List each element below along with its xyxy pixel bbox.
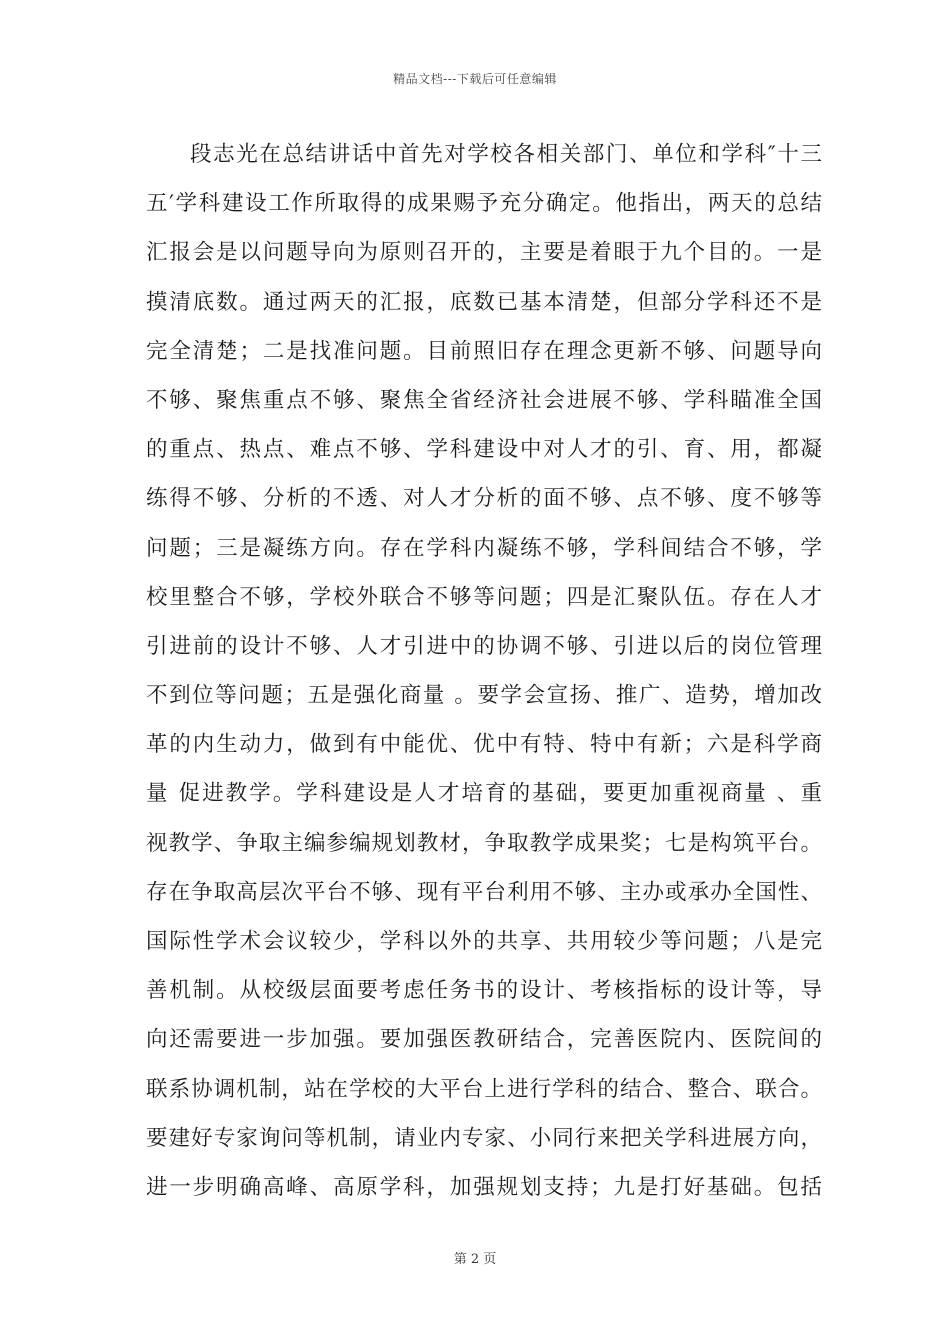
body-line: 完全清楚；二是找准问题。目前照旧存在理念更新不够、问题导向 xyxy=(146,338,822,364)
body-line: 联系协调机制，站在学校的大平台上进行学科的结合、整合、联合。 xyxy=(146,1076,822,1102)
body-line: 要建好专家询问等机制，请业内专家、小同行来把关学科进展方向， xyxy=(146,1125,822,1151)
body-line: 国际性学术会议较少，学科以外的共享、共用较少等问题；八是完 xyxy=(146,929,822,954)
document-body xyxy=(146,130,822,1212)
body-line: 善机制。从校级层面要考虑任务书的设计、考核指标的设计等，导 xyxy=(146,978,822,1004)
body-line: 革的内生动力，做到有中能优、优中有特、特中有新；六是科学商 xyxy=(146,732,822,758)
body-line: 的重点、热点、难点不够、学科建设中对人才的引、育、用，都凝 xyxy=(146,437,822,463)
page-header: 精品文档---下载后可任意编辑 xyxy=(393,72,557,86)
body-line: 问题；三是凝练方向。存在学科内凝练不够，学科间结合不够，学 xyxy=(146,535,822,561)
body-line: 进一步明确高峰、高原学科，加强规划支持；九是打好基础。包括 xyxy=(146,1174,822,1200)
body-line: 向还需要进一步加强。要加强医教研结合，完善医院内、医院间的 xyxy=(146,1027,822,1053)
body-line: 段志光在总结讲话中首先对学校各相关部门、单位和学科″十三 xyxy=(190,142,822,167)
body-line: 视教学、争取主编参编规划教材，争取教学成果奖；七是构筑平台。 xyxy=(146,830,822,856)
body-line: 汇报会是以问题导向为原则召开的，主要是着眼于九个目的。一是 xyxy=(146,240,822,266)
body-line: 五′学科建设工作所取得的成果赐予充分确定。他指出，两天的总结 xyxy=(146,191,822,217)
page-number: 第 2 页 xyxy=(453,1252,497,1267)
body-line: 摸清底数。通过两天的汇报，底数已基本清楚，但部分学科还不是 xyxy=(146,289,822,315)
body-line: 量 促进教学。学科建设是人才培育的基础，要更加重视商量 、重 xyxy=(146,781,822,807)
body-line: 不够、聚焦重点不够、聚焦全省经济社会进展不够、学科瞄准全国 xyxy=(146,387,822,413)
body-line: 校里整合不够，学校外联合不够等问题；四是汇聚队伍。存在人才 xyxy=(146,584,822,610)
body-line: 存在争取高层次平台不够、现有平台利用不够、主办或承办全国性、 xyxy=(146,879,822,905)
body-line: 练得不够、分析的不透、对人才分析的面不够、点不够、度不够等 xyxy=(146,486,822,512)
body-line: 不到位等问题；五是强化商量 。要学会宣扬、推广、造势，增加改 xyxy=(146,683,822,709)
body-line: 引进前的设计不够、人才引进中的协调不够、引进以后的岗位管理 xyxy=(146,633,822,659)
